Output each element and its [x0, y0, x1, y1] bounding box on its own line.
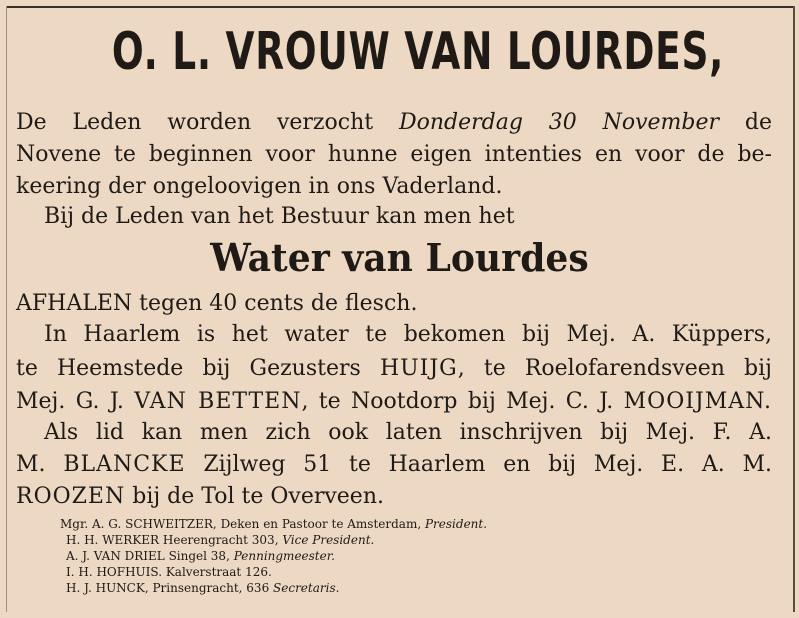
text-line-11: ROOZEN bij de Tol te Overveen. [16, 484, 384, 509]
text-line-6: In Haarlem is het water te bekomen bij Mej. A. Küppers, [44, 322, 772, 347]
left-rule [6, 6, 7, 612]
text-line-8: Mej. G. J. VAN BETTEN, te Nootdorp bij Mej. C. J. MOOIJMAN. [16, 389, 772, 414]
text-line-1: De Leden worden verzocht Donderdag 30 November de [16, 110, 773, 135]
board-line-4: I. H. HOFHUIS. Kalverstraat 126. [66, 565, 272, 579]
board-line-3: A. J. VAN DRIEL Singel 38, Penningmeester. [66, 549, 335, 563]
text-line-9: Als lid kan men zich ook laten inschrijven bij Mej. F. A. [44, 420, 772, 445]
water-heading: Water van Lourdes [210, 235, 589, 280]
text-line-2: Novene te beginnen voor hunne eigen intenties en voor de be- [16, 142, 772, 167]
text-line-3: keering der ongeloovigen in ons Vaderland. [16, 174, 503, 199]
text-line-4: Bij de Leden van het Bestuur kan men het [44, 204, 515, 229]
text-line-5: AFHALEN tegen 40 cents de flesch. [16, 291, 418, 316]
board-line-1: Mgr. A. G. SCHWEITZER, Deken en Pastoor te Amsterdam, President. [60, 517, 488, 531]
heading: O. L. VROUW VAN LOURDES, [111, 22, 725, 82]
top-rule [6, 6, 793, 8]
text-line-7: te Heemstede bij Gezusters HUIJG, te Roelofarendsveen bij [16, 356, 772, 381]
right-rule [793, 6, 795, 612]
text-line-10: M. BLANCKE Zijlweg 51 te Haarlem en bij Mej. E. A. M. [16, 452, 773, 477]
date-text: Donderdag 30 November [398, 110, 720, 135]
board-line-5: H. J. HUNCK, Prinsengracht, 636 Secretaris. [66, 581, 340, 595]
board-line-2: H. H. WERKER Heerengracht 303, Vice President. [66, 533, 375, 547]
